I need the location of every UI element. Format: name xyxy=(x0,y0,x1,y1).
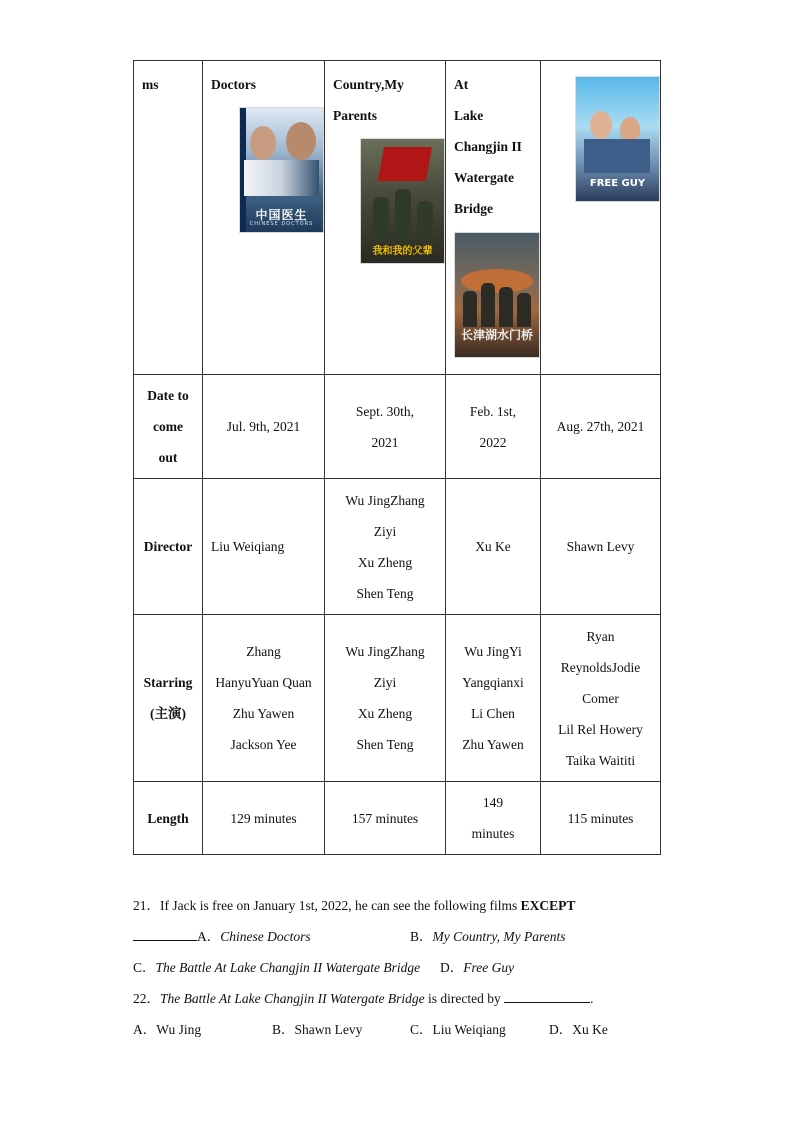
poster-chinese-doctors xyxy=(240,108,323,232)
question-number: 21． xyxy=(133,898,160,913)
table-cell: Ryan ReynoldsJodie Comer Lil Rel Howery Taika Waititi xyxy=(541,615,661,782)
table-row xyxy=(134,375,661,479)
question-22-option-b: B．Shawn Levy xyxy=(272,1022,363,1037)
header-cell-items: ms xyxy=(134,61,203,375)
question-text: If Jack is free on January 1st, 2022, he can see the following films xyxy=(160,898,521,913)
poster-free-guy xyxy=(576,77,659,201)
table-row xyxy=(134,782,661,855)
table-cell: Zhang HanyuYuan Quan Zhu Yawen Jackson Yee xyxy=(203,615,325,782)
option-c-label: C． xyxy=(133,960,156,975)
table-row xyxy=(134,615,661,782)
table-cell: Wu JingYi Yangqianxi Li Chen Zhu Yawen xyxy=(446,615,541,782)
poster-changjin-watergate-bridge xyxy=(455,233,539,357)
row-label-starring: Starring (主演) xyxy=(134,615,203,782)
table-cell: Sept. 30th, 2021 xyxy=(325,375,446,479)
table-row xyxy=(134,479,661,615)
table-cell: 115 minutes xyxy=(541,782,661,855)
header-cell-changjin: At Lake Changjin II Watergate Bridge xyxy=(446,61,541,375)
table-cell: Liu Weiqiang xyxy=(203,479,325,615)
option-a: Chinese Doctors xyxy=(220,929,311,944)
table-cell: Feb. 1st, 2022 xyxy=(446,375,541,479)
table-cell: 129 minutes xyxy=(203,782,325,855)
poster-caption: CHINESE DOCTORS xyxy=(249,221,314,227)
question-21-option-d xyxy=(440,956,514,976)
row-label-length: Length xyxy=(134,782,203,855)
poster-title: 长津湖水门桥 xyxy=(460,328,533,342)
option-a-label: A． xyxy=(197,929,221,944)
option-d-label: D． xyxy=(440,960,464,975)
option-c: The Battle At Lake Changjin II Watergate Bridge xyxy=(155,960,421,975)
row-label-release-date: Date to come out xyxy=(134,375,203,479)
option-b-label: B． xyxy=(410,929,433,944)
question-text: is directed by xyxy=(424,991,505,1006)
poster-title: 我和我的父辈 xyxy=(372,246,433,257)
row-label-director: Director xyxy=(134,479,203,615)
question-emphasis: EXCEPT xyxy=(520,898,576,913)
table-cell: Aug. 27th, 2021 xyxy=(541,375,661,479)
header-cell-doctors: Doctors xyxy=(203,61,325,375)
question-film: The Battle At Lake Changjin II Watergate Bridge xyxy=(160,991,425,1006)
question-22-option-c: C．Liu Weiqiang xyxy=(410,1022,506,1037)
table-cell: 149 minutes xyxy=(446,782,541,855)
poster-title: FREE GUY xyxy=(589,178,646,189)
question-21 xyxy=(133,894,575,914)
question-21-options-line-2 xyxy=(133,956,420,976)
question-21-option-b xyxy=(410,925,566,945)
question-22-option-d: D．Xu Ke xyxy=(549,1022,608,1037)
table-cell: Shawn Levy xyxy=(541,479,661,615)
option-d: Free Guy xyxy=(463,960,515,975)
table-cell: Wu JingZhang Ziyi Xu Zheng Shen Teng xyxy=(325,479,446,615)
table-cell: Wu JingZhang Ziyi Xu Zheng Shen Teng xyxy=(325,615,446,782)
question-22: 22．The Battle At Lake Changjin II Watergate Bridge is directed by . xyxy=(133,991,594,1006)
poster-title: 中国医生 xyxy=(255,208,308,222)
table-cell: 157 minutes xyxy=(325,782,446,855)
question-22-option-a: A．Wu Jing xyxy=(133,1022,202,1037)
poster-my-country-my-parents xyxy=(361,139,444,263)
question-number: 22． xyxy=(133,991,160,1006)
table-cell: Jul. 9th, 2021 xyxy=(203,375,325,479)
answer-blank xyxy=(133,928,197,941)
question-21-options-line-1 xyxy=(133,925,311,945)
answer-blank xyxy=(504,990,590,1003)
table-cell: Xu Ke xyxy=(446,479,541,615)
header-cell-country: Country,My Parents xyxy=(325,61,446,375)
option-b: My Country, My Parents xyxy=(432,929,566,944)
